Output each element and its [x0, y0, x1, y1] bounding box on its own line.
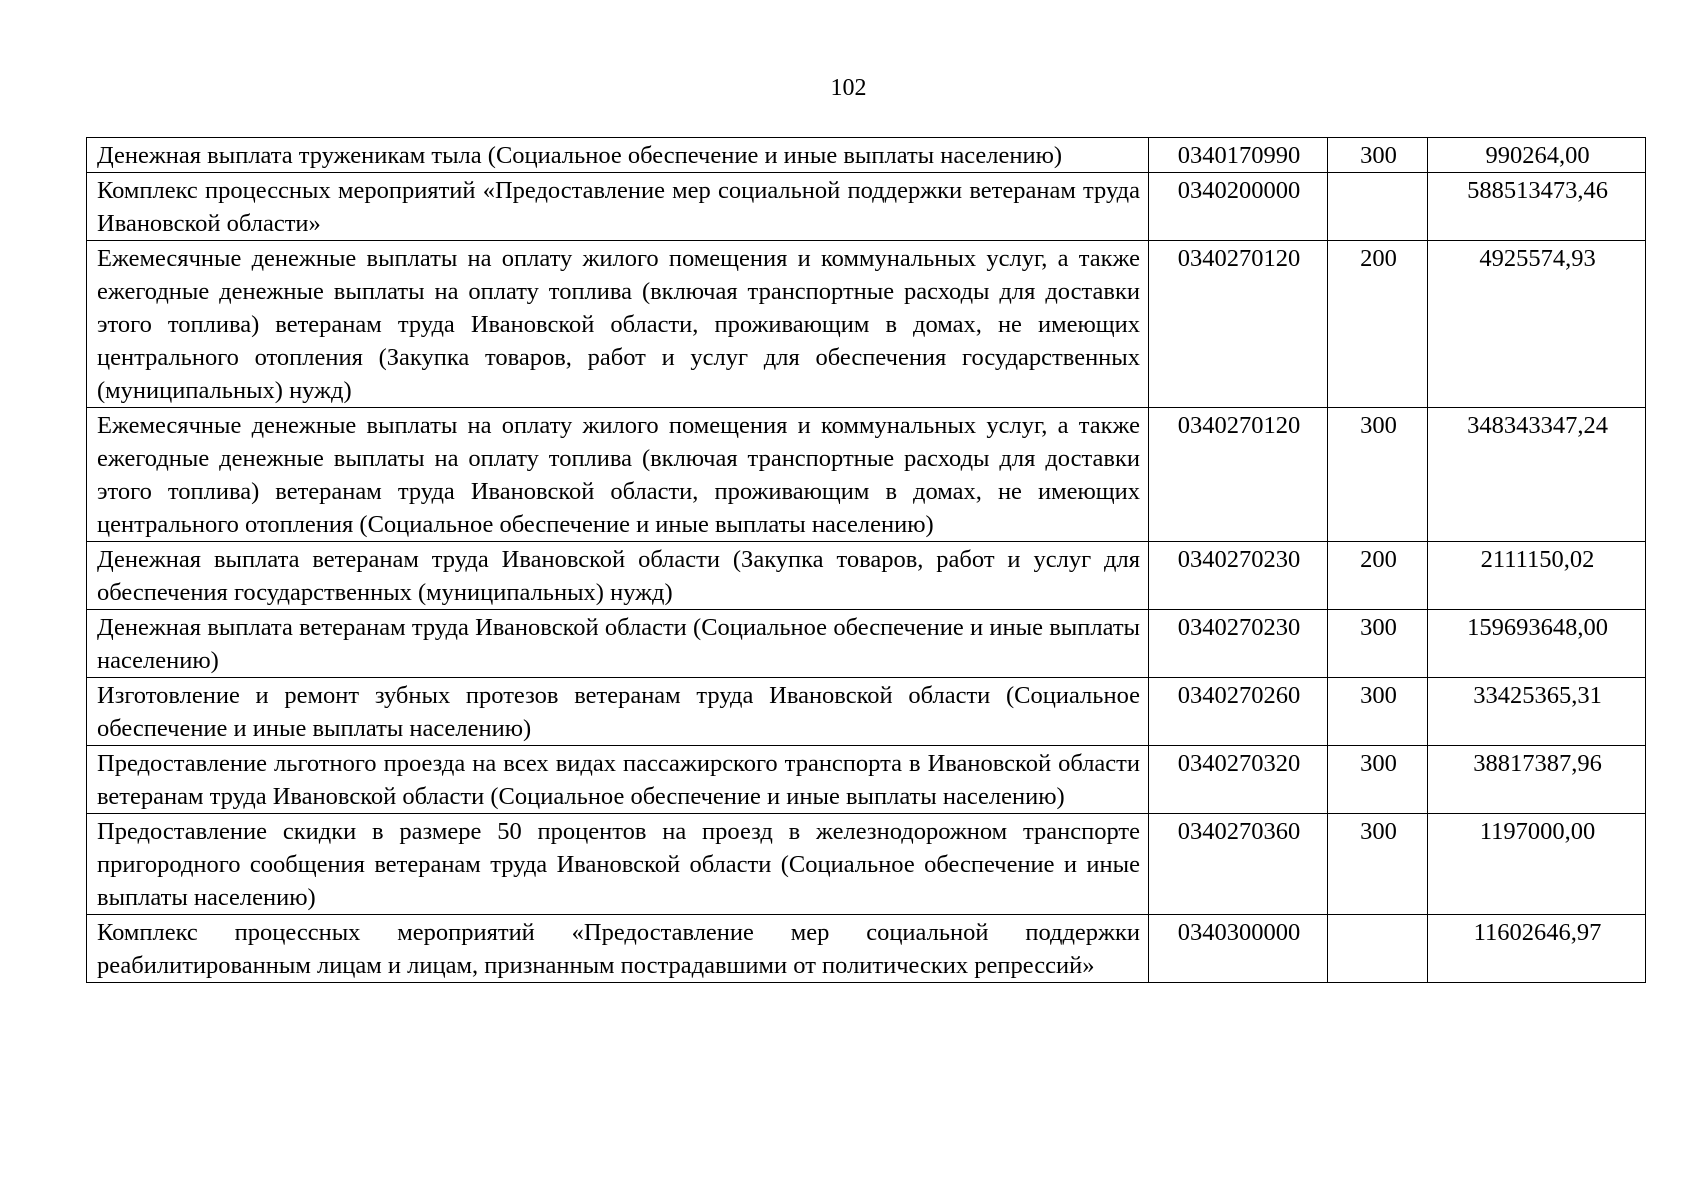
target-article-code-cell: 0340270230 — [1149, 542, 1328, 610]
expense-type-code-cell: 300 — [1328, 610, 1428, 678]
expense-name-cell: Предоставление льготного проезда на всех видах пассажирского транспорта в Ивановской области ветеранам труда Ивановской области (Социальное обеспечение и иные выплаты населению) — [87, 746, 1149, 814]
table-row — [87, 241, 1646, 408]
target-article-code-cell: 0340300000 — [1149, 915, 1328, 983]
table-row — [87, 173, 1646, 241]
page-number: 102 — [830, 75, 867, 101]
amount-cell: 11602646,97 — [1428, 915, 1646, 983]
table-row — [87, 408, 1646, 542]
expense-type-code-cell: 200 — [1328, 241, 1428, 408]
amount-cell: 4925574,93 — [1428, 241, 1646, 408]
amount-cell: 33425365,31 — [1428, 678, 1646, 746]
table-row — [87, 542, 1646, 610]
expense-type-code-cell: 300 — [1328, 746, 1428, 814]
amount-cell: 159693648,00 — [1428, 610, 1646, 678]
expense-name-cell: Ежемесячные денежные выплаты на оплату жилого помещения и коммунальных услуг, а также ежегодные денежные выплаты на оплату топлива (включая транспортные расходы для доставки этого топлива) ветеранам труда Ивановской области, проживающим в домах, не имеющих центрального отопления (Социальное обеспечение и иные выплаты населению) — [87, 408, 1149, 542]
target-article-code-cell: 0340270360 — [1149, 814, 1328, 915]
target-article-code-cell: 0340170990 — [1149, 138, 1328, 173]
budget-table — [86, 137, 1646, 983]
expense-type-code-cell: 300 — [1328, 138, 1428, 173]
amount-cell: 2111150,02 — [1428, 542, 1646, 610]
target-article-code-cell: 0340270120 — [1149, 408, 1328, 542]
target-article-code-cell: 0340270320 — [1149, 746, 1328, 814]
expense-type-code-cell: 300 — [1328, 408, 1428, 542]
table-row — [87, 610, 1646, 678]
amount-cell: 588513473,46 — [1428, 173, 1646, 241]
target-article-code-cell: 0340200000 — [1149, 173, 1328, 241]
expense-name-cell: Денежная выплата ветеранам труда Ивановской области (Социальное обеспечение и иные выплаты населению) — [87, 610, 1149, 678]
table-row — [87, 138, 1646, 173]
expense-name-cell: Предоставление скидки в размере 50 процентов на проезд в железнодорожном транспорте пригородного сообщения ветеранам труда Ивановской области (Социальное обеспечение и иные выплаты населению) — [87, 814, 1149, 915]
amount-cell: 348343347,24 — [1428, 408, 1646, 542]
expense-name-cell: Денежная выплата труженикам тыла (Социальное обеспечение и иные выплаты населению) — [87, 138, 1149, 173]
table-row — [87, 915, 1646, 983]
expense-type-code-cell: 200 — [1328, 542, 1428, 610]
expense-type-code-cell — [1328, 915, 1428, 983]
table-row — [87, 746, 1646, 814]
expense-type-code-cell: 300 — [1328, 678, 1428, 746]
amount-cell: 38817387,96 — [1428, 746, 1646, 814]
expense-name-cell: Ежемесячные денежные выплаты на оплату жилого помещения и коммунальных услуг, а также ежегодные денежные выплаты на оплату топлива (включая транспортные расходы для доставки этого топлива) ветеранам труда Ивановской области, проживающим в домах, не имеющих центрального отопления (Закупка товаров, работ и услуг для обеспечения государственных (муниципальных) нужд) — [87, 241, 1149, 408]
expense-type-code-cell: 300 — [1328, 814, 1428, 915]
target-article-code-cell: 0340270230 — [1149, 610, 1328, 678]
table-row — [87, 814, 1646, 915]
expense-name-cell: Комплекс процессных мероприятий «Предоставление мер социальной поддержки ветеранам труда Ивановской области» — [87, 173, 1149, 241]
expense-type-code-cell — [1328, 173, 1428, 241]
amount-cell: 990264,00 — [1428, 138, 1646, 173]
expense-name-cell: Денежная выплата ветеранам труда Ивановской области (Закупка товаров, работ и услуг для обеспечения государственных (муниципальных) нужд) — [87, 542, 1149, 610]
table-row — [87, 678, 1646, 746]
expense-name-cell: Комплекс процессных мероприятий «Предоставление мер социальной поддержки реабилитированным лицам и лицам, признанным пострадавшими от политических репрессий» — [87, 915, 1149, 983]
target-article-code-cell: 0340270260 — [1149, 678, 1328, 746]
target-article-code-cell: 0340270120 — [1149, 241, 1328, 408]
expense-name-cell: Изготовление и ремонт зубных протезов ветеранам труда Ивановской области (Социальное обеспечение и иные выплаты населению) — [87, 678, 1149, 746]
amount-cell: 1197000,00 — [1428, 814, 1646, 915]
